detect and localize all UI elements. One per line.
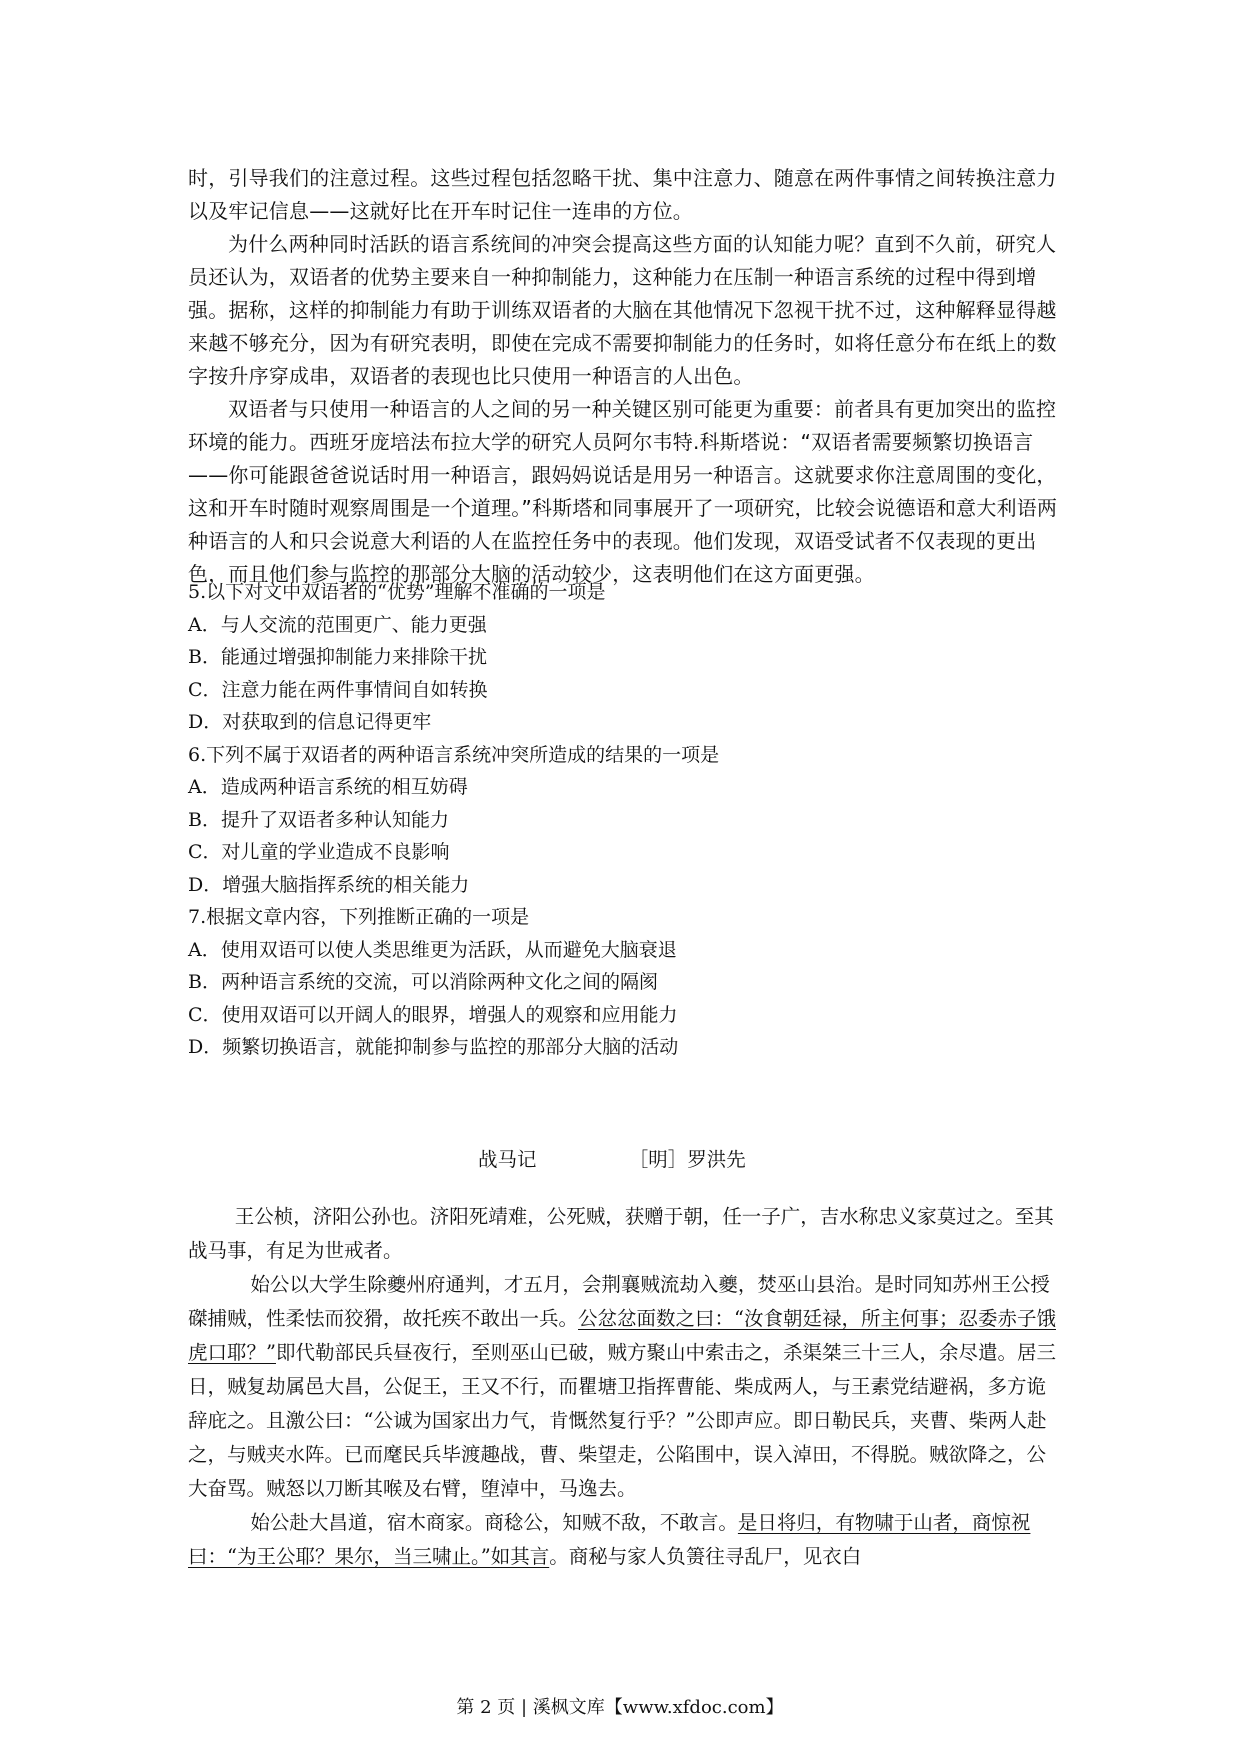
question-stem: 6.下列不属于双语者的两种语言系统冲突所造成的结果的一项是	[188, 743, 720, 766]
paragraph: 王公桢，济阳公孙也。济阳死靖难，公死贼，获赠于朝，任一子广，吉水称忠义家莫过之。至其战马事，有足为世戒者。	[188, 1205, 1054, 1262]
passage-1	[188, 162, 1060, 591]
option: C．对儿童的学业造成不良影响	[188, 841, 450, 863]
option: A．与人交流的范围更广、能力更强	[188, 613, 487, 636]
paragraph	[188, 1506, 1060, 1574]
passage-2	[188, 1200, 1060, 1574]
option: B．两种语言系统的交流，可以消除两种文化之间的隔阂	[188, 971, 658, 993]
text: 。商秘与家人负箦往寻乱尸，见衣白	[549, 1545, 862, 1568]
paragraph	[188, 1268, 1060, 1506]
question-stem: 7.根据文章内容，下列推断正确的一项是	[188, 906, 530, 928]
option: D．增强大脑指挥系统的相关能力	[188, 873, 470, 896]
option: B．能通过增强抑制能力来排除干扰	[188, 646, 487, 668]
underlined-text: 公忿忿面数之曰：“汝食朝廷禄，所主何事；忍委赤子饿虎口耶？”	[188, 1307, 1056, 1364]
questions	[188, 576, 1060, 1064]
passage-title: 战马记	[478, 1148, 537, 1171]
option: B．提升了双语者多种认知能力	[188, 808, 449, 831]
paragraph: 时，引导我们的注意过程。这些过程包括忽略干扰、集中注意力、随意在两件事情之间转换注意力以及牢记信息——这就好比在开车时记住一连串的方位。	[188, 166, 1057, 223]
underlined-text: 是日将归，有物啸于山者，商惊祝曰：“为王公耶？果尔，当三啸止。”如其言	[188, 1511, 1031, 1568]
passage-2-title-line	[478, 1144, 746, 1172]
page-footer: 第 2 页 | 溪枫文库【www.xfdoc.com】	[456, 1697, 784, 1718]
passage-author: ［明］罗洪先	[628, 1148, 746, 1171]
option: C．注意力能在两件事情间自如转换	[188, 678, 488, 701]
question-6	[188, 739, 1060, 902]
question-7	[188, 901, 1060, 1064]
question-5	[188, 576, 1060, 739]
text: 即代勒部民兵昼夜行，至则巫山已破，贼方聚山中索击之，杀渠桀三十三人，余尽遣。居三日，贼复劫属邑大昌，公促王，王又不行，而瞿塘卫指挥曹能、柴成两人，与王素党结避祸，多方诡辞庇之。且激公曰：“公诚为国家出力气，肯慨然复行乎？”公即声应。即日勒民兵，夹曹、柴两人赴之，与贼夹水阵。已而麾民兵毕渡趣战，曹、柴望走，公陷围中，误入淖田，不得脱。贼欲降之，公大奋骂。贼怒以刀断其喉及右臂，堕淖中，马逸去。	[188, 1341, 1056, 1500]
text: 始公以大学生除夔州府通判，才五月，会荆襄贼流劫入夔，焚巫山县治。是时同知苏州王公授磔捕贼，性柔怯而狡猾，故托疾不敢出一兵。	[188, 1273, 1050, 1330]
option: D．频繁切换语言，就能抑制参与监控的那部分大脑的活动	[188, 1036, 679, 1058]
text: 始公赴大昌道，宿木商家。商稔公，知贼不敌，不敢言。	[250, 1511, 738, 1534]
option: A．造成两种语言系统的相互妨碍	[188, 776, 468, 798]
paragraph: 为什么两种同时活跃的语言系统间的冲突会提高这些方面的认知能力呢？直到不久前，研究人员还认为，双语者的优势主要来自一种抑制能力，这种能力在压制一种语言系统的过程中得到增强。据称，这样的抑制能力有助于训练双语者的大脑在其他情况下忽视干扰不过，这种解释显得越来越不够充分，因为有研究表明，即使在完成不需要抑制能力的任务时，如将任意分布在纸上的数字按升序穿成串，双语者的表现也比只使用一种语言的人出色。	[188, 232, 1057, 388]
option: C．使用双语可以开阔人的眼界，增强人的观察和应用能力	[188, 1003, 678, 1026]
option: D．对获取到的信息记得更牢	[188, 711, 432, 733]
option: A．使用双语可以使人类思维更为活跃，从而避免大脑衰退	[188, 938, 677, 961]
paragraph: 双语者与只使用一种语言的人之间的另一种关键区别可能更为重要：前者具有更加突出的监控环境的能力。西班牙庞培法布拉大学的研究人员阿尔韦特.科斯塔说：“双语者需要频繁切换语言——你可能跟爸爸说话时用一种语言，跟妈妈说话是用另一种语言。这就要求你注意周围的变化，这和开车时随时观察周围是一个道理。”科斯塔和同事展开了一项研究，比较会说德语和意大利语两种语言的人和只会说意大利语的人在监控任务中的表现。他们发现，双语受试者不仅表现的更出色，而且他们参与监控的那部分大脑的活动较少，这表明他们在这方面更强。	[188, 397, 1058, 586]
question-stem: 5.以下对文中双语者的“优势”理解不准确的一项是	[188, 581, 606, 603]
